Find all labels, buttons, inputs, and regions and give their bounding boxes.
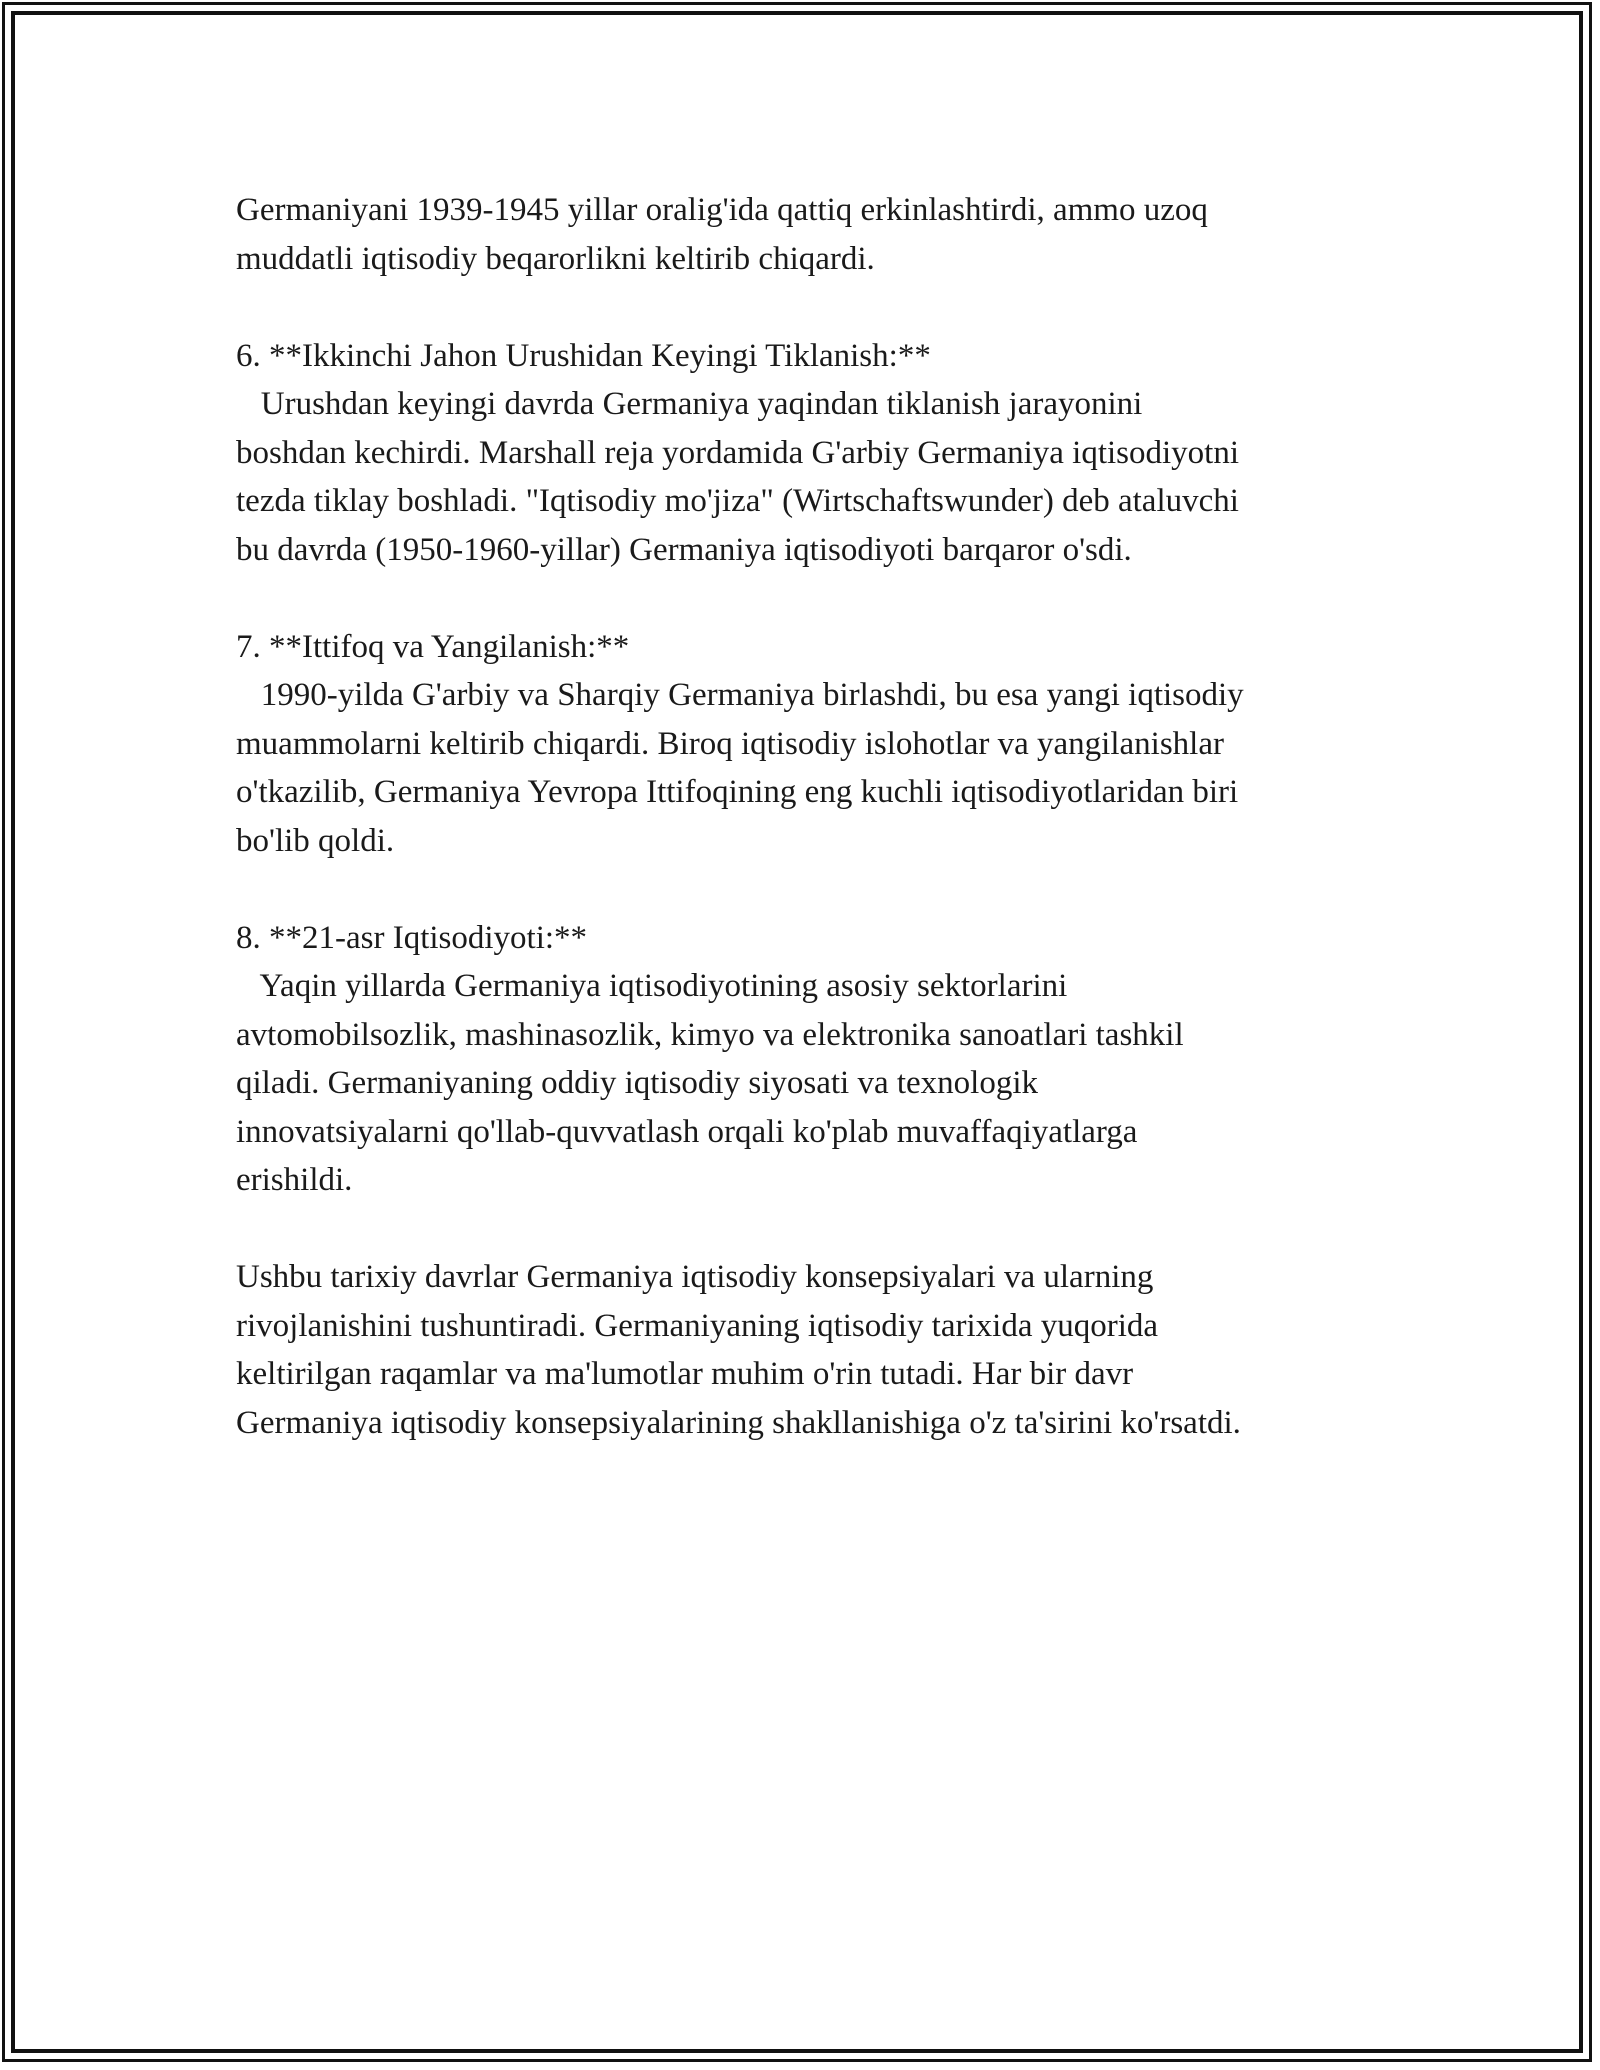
text-line: Ushbu tarixiy davrlar Germaniya iqtisodiy konsepsiyalari va ularning: [236, 1259, 1154, 1295]
paragraph-section-6: [236, 332, 1416, 575]
text-line: Urushdan keyingi davrda Germaniya yaqindan tiklanish jarayonini: [236, 386, 1143, 422]
section-heading: 7. **Ittifoq va Yangilanish:**: [236, 628, 630, 665]
paragraph-section-8: [236, 914, 1416, 1205]
text-line: boshdan kechirdi. Marshall reja yordamida G'arbiy Germaniya iqtisodiyotni: [236, 434, 1240, 471]
text-line: Yaqin yillarda Germaniya iqtisodiyotining asosiy sektorlarini: [236, 968, 1068, 1004]
document-body: [236, 186, 1416, 1496]
text-line: erishildi.: [236, 1162, 353, 1198]
text-line: Germaniyani 1939-1945 yillar oralig'ida qattiq erkinlashtirdi, ammo uzoq: [236, 192, 1208, 228]
paragraph-intro-continuation: [236, 186, 1416, 283]
text-line: qiladi. Germaniyaning oddiy iqtisodiy siyosati va texnologik: [236, 1065, 1038, 1101]
text-line: avtomobilsozlik, mashinasozlik, kimyo va elektronika sanoatlari tashkil: [236, 1016, 1184, 1053]
section-heading: 8. **21-asr Iqtisodiyoti:**: [236, 919, 588, 956]
text-line: o'tkazilib, Germaniya Yevropa Ittifoqining eng kuchli iqtisodiyotlaridan biri: [236, 774, 1239, 810]
text-line: keltirilgan raqamlar va ma'lumotlar muhim o'rin tutadi. Har bir davr: [236, 1356, 1134, 1392]
paragraph-conclusion: [236, 1253, 1416, 1447]
section-heading: 6. **Ikkinchi Jahon Urushidan Keyingi Tiklanish:**: [236, 337, 931, 374]
text-line: innovatsiyalarni qo'llab-quvvatlash orqali ko'plab muvaffaqiyatlarga: [236, 1113, 1138, 1150]
paragraph-section-7: [236, 623, 1416, 866]
text-line: tezda tiklay boshladi. "Iqtisodiy mo'jiza" (Wirtschaftswunder) deb ataluvchi: [236, 483, 1239, 519]
text-line: muddatli iqtisodiy beqarorlikni keltirib chiqardi.: [236, 240, 875, 277]
text-line: bo'lib qoldi.: [236, 822, 395, 859]
text-line: rivojlanishini tushuntiradi. Germaniyaning iqtisodiy tarixida yuqorida: [236, 1307, 1159, 1344]
text-line: 1990-yilda G'arbiy va Sharqiy Germaniya birlashdi, bu esa yangi iqtisodiy: [236, 677, 1244, 713]
text-line: Germaniya iqtisodiy konsepsiyalarining shakllanishiga o'z ta'sirini ko'rsatdi.: [236, 1404, 1241, 1441]
text-line: muammolarni keltirib chiqardi. Biroq iqtisodiy islohotlar va yangilanishlar: [236, 725, 1224, 762]
text-line: bu davrda (1950-1960-yillar) Germaniya iqtisodiyoti barqaror o'sdi.: [236, 531, 1132, 568]
